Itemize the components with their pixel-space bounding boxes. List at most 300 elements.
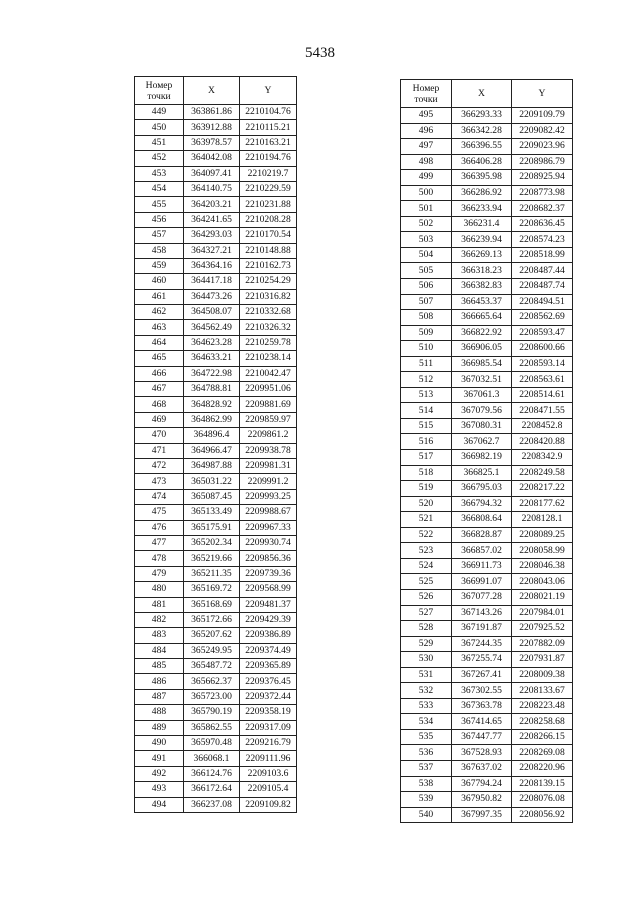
table-header-row: [401, 80, 573, 108]
x-cell: 366239.94: [452, 232, 512, 248]
coordinates-table-right: [400, 79, 573, 823]
y-cell: 2210238.14: [240, 351, 297, 366]
x-cell: 366828.87: [452, 527, 512, 543]
x-cell: 365202.34: [184, 535, 240, 550]
table-row: [135, 412, 297, 427]
y-cell: 2208269.08: [512, 745, 573, 761]
table-row: [135, 443, 297, 458]
x-cell: 365031.22: [184, 474, 240, 489]
x-cell: 365175.91: [184, 520, 240, 535]
table-row: [401, 325, 573, 341]
y-cell: 2207931.87: [512, 652, 573, 668]
point-number-cell: 526: [401, 589, 452, 605]
table-row: [135, 181, 297, 196]
table-row: [401, 279, 573, 295]
table-row: [401, 450, 573, 466]
point-number-cell: 497: [401, 139, 452, 155]
table-row: [401, 621, 573, 637]
table-row: [401, 434, 573, 450]
table-row: [401, 201, 573, 217]
table-row: [135, 766, 297, 781]
y-cell: 2208471.55: [512, 403, 573, 419]
y-cell: 2207984.01: [512, 605, 573, 621]
y-cell: 2208021.19: [512, 589, 573, 605]
y-cell: 2209082.42: [512, 123, 573, 139]
x-cell: 366342.28: [452, 123, 512, 139]
x-cell: 366991.07: [452, 574, 512, 590]
header-x: X: [452, 80, 512, 108]
x-cell: 365219.66: [184, 551, 240, 566]
table-row: [135, 397, 297, 412]
table-row: [135, 736, 297, 751]
y-cell: 2209105.4: [240, 782, 297, 797]
header-x: X: [184, 77, 240, 105]
x-cell: 364508.07: [184, 305, 240, 320]
point-number-cell: 489: [135, 720, 184, 735]
table-row: [401, 294, 573, 310]
y-cell: 2210316.82: [240, 289, 297, 304]
point-number-cell: 535: [401, 729, 452, 745]
point-number-cell: 457: [135, 228, 184, 243]
x-cell: 364327.21: [184, 243, 240, 258]
table-row: [135, 535, 297, 550]
table-row: [401, 729, 573, 745]
table-row: [401, 543, 573, 559]
point-number-cell: 456: [135, 212, 184, 227]
x-cell: 364293.03: [184, 228, 240, 243]
y-cell: 2208223.48: [512, 698, 573, 714]
x-cell: 366985.54: [452, 356, 512, 372]
table-row: [135, 751, 297, 766]
table-row: [401, 574, 573, 590]
y-cell: 2208133.67: [512, 683, 573, 699]
table-row: [135, 520, 297, 535]
y-cell: 2209991.2: [240, 474, 297, 489]
table-row: [401, 760, 573, 776]
point-number-cell: 453: [135, 166, 184, 181]
x-cell: 364862.99: [184, 412, 240, 427]
x-cell: 363912.88: [184, 120, 240, 135]
point-number-cell: 477: [135, 535, 184, 550]
point-number-cell: 512: [401, 372, 452, 388]
point-number-cell: 480: [135, 582, 184, 597]
y-cell: 2208177.62: [512, 496, 573, 512]
y-cell: 2208487.74: [512, 279, 573, 295]
point-number-cell: 491: [135, 751, 184, 766]
x-cell: 366982.19: [452, 450, 512, 466]
point-number-cell: 540: [401, 807, 452, 823]
y-cell: 2210148.88: [240, 243, 297, 258]
x-cell: 366808.64: [452, 512, 512, 528]
y-cell: 2210115.21: [240, 120, 297, 135]
x-cell: 367447.77: [452, 729, 512, 745]
y-cell: 2209861.2: [240, 428, 297, 443]
page-number: 5438: [305, 45, 335, 61]
table-row: [135, 335, 297, 350]
x-cell: 364140.75: [184, 181, 240, 196]
table-row: [401, 372, 573, 388]
point-number-cell: 494: [135, 797, 184, 812]
point-number-cell: 449: [135, 105, 184, 120]
y-cell: 2209103.6: [240, 766, 297, 781]
x-cell: 365169.72: [184, 582, 240, 597]
table-row: [135, 674, 297, 689]
y-cell: 2210170.54: [240, 228, 297, 243]
table-row: [135, 612, 297, 627]
point-number-cell: 478: [135, 551, 184, 566]
table-row: [401, 263, 573, 279]
x-cell: 364633.21: [184, 351, 240, 366]
y-cell: 2209376.45: [240, 674, 297, 689]
x-cell: 367191.87: [452, 621, 512, 637]
point-number-cell: 488: [135, 705, 184, 720]
point-number-cell: 517: [401, 450, 452, 466]
table-row: [401, 776, 573, 792]
point-number-cell: 508: [401, 310, 452, 326]
table-row: [135, 428, 297, 443]
table-row: [135, 551, 297, 566]
y-cell: 2207925.52: [512, 621, 573, 637]
point-number-cell: 454: [135, 181, 184, 196]
table-row: [401, 170, 573, 186]
point-number-cell: 464: [135, 335, 184, 350]
x-cell: 365211.35: [184, 566, 240, 581]
x-cell: 364097.41: [184, 166, 240, 181]
point-number-cell: 465: [135, 351, 184, 366]
header-point-number: [401, 80, 452, 108]
y-cell: 2208128.1: [512, 512, 573, 528]
y-cell: 2209372.44: [240, 689, 297, 704]
table-row: [401, 154, 573, 170]
y-cell: 2208258.68: [512, 714, 573, 730]
table-row: [401, 652, 573, 668]
x-cell: 365249.95: [184, 643, 240, 658]
table-row: [401, 714, 573, 730]
x-cell: 365087.45: [184, 489, 240, 504]
coordinates-table-left: [134, 76, 297, 813]
x-cell: 367997.35: [452, 807, 512, 823]
y-cell: 2209568.99: [240, 582, 297, 597]
point-number-cell: 520: [401, 496, 452, 512]
y-cell: 2209111.96: [240, 751, 297, 766]
y-cell: 2208266.15: [512, 729, 573, 745]
x-cell: 367414.65: [452, 714, 512, 730]
x-cell: 364241.65: [184, 212, 240, 227]
table-row: [135, 351, 297, 366]
y-cell: 2208682.37: [512, 201, 573, 217]
point-number-cell: 498: [401, 154, 452, 170]
x-cell: 365172.66: [184, 612, 240, 627]
table-row: [401, 465, 573, 481]
x-cell: 367302.55: [452, 683, 512, 699]
point-number-cell: 471: [135, 443, 184, 458]
point-number-cell: 483: [135, 628, 184, 643]
y-cell: 2210259.78: [240, 335, 297, 350]
x-cell: 366794.32: [452, 496, 512, 512]
x-cell: 366906.05: [452, 341, 512, 357]
table-row: [135, 120, 297, 135]
x-cell: 366172.64: [184, 782, 240, 797]
x-cell: 365862.55: [184, 720, 240, 735]
point-number-cell: 528: [401, 621, 452, 637]
point-number-cell: 455: [135, 197, 184, 212]
point-number-cell: 530: [401, 652, 452, 668]
table-row: [135, 243, 297, 258]
point-number-cell: 460: [135, 274, 184, 289]
point-number-cell: 513: [401, 387, 452, 403]
point-number-cell: 501: [401, 201, 452, 217]
x-cell: 366231.4: [452, 216, 512, 232]
point-number-cell: 473: [135, 474, 184, 489]
point-number-cell: 506: [401, 279, 452, 295]
y-cell: 2208986.79: [512, 154, 573, 170]
point-number-cell: 499: [401, 170, 452, 186]
point-number-cell: 452: [135, 151, 184, 166]
y-cell: 2208058.99: [512, 543, 573, 559]
table-row: [135, 659, 297, 674]
point-number-cell: 495: [401, 108, 452, 124]
y-cell: 2210194.76: [240, 151, 297, 166]
table-row: [135, 151, 297, 166]
table-row: [135, 320, 297, 335]
table-row: [135, 720, 297, 735]
point-number-cell: 458: [135, 243, 184, 258]
table-row: [135, 289, 297, 304]
point-number-cell: 486: [135, 674, 184, 689]
header-y: Y: [512, 80, 573, 108]
table-row: [401, 247, 573, 263]
table-row: [401, 807, 573, 823]
table-row: [401, 496, 573, 512]
point-number-cell: 532: [401, 683, 452, 699]
x-cell: 366395.98: [452, 170, 512, 186]
x-cell: 364203.21: [184, 197, 240, 212]
y-cell: 2208342.9: [512, 450, 573, 466]
x-cell: 367363.78: [452, 698, 512, 714]
table-row: [135, 782, 297, 797]
y-cell: 2208925.94: [512, 170, 573, 186]
point-number-cell: 524: [401, 558, 452, 574]
x-cell: 367255.74: [452, 652, 512, 668]
x-cell: 365168.69: [184, 597, 240, 612]
y-cell: 2208574.23: [512, 232, 573, 248]
x-cell: 366822.92: [452, 325, 512, 341]
point-number-cell: 511: [401, 356, 452, 372]
x-cell: 367062.7: [452, 434, 512, 450]
x-cell: 363861.86: [184, 105, 240, 120]
y-cell: 2208076.08: [512, 792, 573, 808]
y-cell: 2209856.36: [240, 551, 297, 566]
x-cell: 364966.47: [184, 443, 240, 458]
point-number-cell: 539: [401, 792, 452, 808]
y-cell: 2210163.21: [240, 135, 297, 150]
point-number-cell: 479: [135, 566, 184, 581]
point-number-cell: 485: [135, 659, 184, 674]
y-cell: 2209109.82: [240, 797, 297, 812]
point-number-cell: 484: [135, 643, 184, 658]
point-number-cell: 482: [135, 612, 184, 627]
table-row: [401, 667, 573, 683]
x-cell: 367794.24: [452, 776, 512, 792]
point-number-cell: 534: [401, 714, 452, 730]
point-number-cell: 481: [135, 597, 184, 612]
point-number-cell: 522: [401, 527, 452, 543]
y-cell: 2209938.78: [240, 443, 297, 458]
x-cell: 363978.57: [184, 135, 240, 150]
point-number-cell: 492: [135, 766, 184, 781]
x-cell: 364562.49: [184, 320, 240, 335]
table-row: [135, 366, 297, 381]
y-cell: 2209023.96: [512, 139, 573, 155]
x-cell: 366382.83: [452, 279, 512, 295]
x-cell: 366795.03: [452, 481, 512, 497]
table-row: [135, 305, 297, 320]
point-number-cell: 516: [401, 434, 452, 450]
table-row: [401, 558, 573, 574]
point-number-cell: 503: [401, 232, 452, 248]
table-row: [135, 212, 297, 227]
point-number-cell: 469: [135, 412, 184, 427]
x-cell: 367080.31: [452, 418, 512, 434]
point-number-cell: 502: [401, 216, 452, 232]
y-cell: 2208563.61: [512, 372, 573, 388]
y-cell: 2208636.45: [512, 216, 573, 232]
header-num-line1: Номер: [412, 82, 440, 94]
y-cell: 2208249.58: [512, 465, 573, 481]
point-number-cell: 463: [135, 320, 184, 335]
point-number-cell: 529: [401, 636, 452, 652]
point-number-cell: 531: [401, 667, 452, 683]
y-cell: 2207882.09: [512, 636, 573, 652]
table-row: [135, 135, 297, 150]
y-cell: 2209429.39: [240, 612, 297, 627]
table-row: [135, 705, 297, 720]
y-cell: 2210326.32: [240, 320, 297, 335]
x-cell: 367079.56: [452, 403, 512, 419]
x-cell: 365662.37: [184, 674, 240, 689]
table-row: [401, 356, 573, 372]
x-cell: 364473.26: [184, 289, 240, 304]
point-number-cell: 490: [135, 736, 184, 751]
table-row: [401, 123, 573, 139]
y-cell: 2208220.96: [512, 760, 573, 776]
y-cell: 2208043.06: [512, 574, 573, 590]
y-cell: 2209981.31: [240, 458, 297, 473]
x-cell: 367032.51: [452, 372, 512, 388]
x-cell: 364987.88: [184, 458, 240, 473]
table-row: [135, 274, 297, 289]
x-cell: 365723.00: [184, 689, 240, 704]
point-number-cell: 523: [401, 543, 452, 559]
table-row: [135, 105, 297, 120]
x-cell: 366453.37: [452, 294, 512, 310]
y-cell: 2210254.29: [240, 274, 297, 289]
point-number-cell: 474: [135, 489, 184, 504]
y-cell: 2208773.98: [512, 185, 573, 201]
table-row: [401, 589, 573, 605]
x-cell: 365487.72: [184, 659, 240, 674]
point-number-cell: 487: [135, 689, 184, 704]
y-cell: 2210104.76: [240, 105, 297, 120]
y-cell: 2208600.66: [512, 341, 573, 357]
table-row: [401, 341, 573, 357]
y-cell: 2210219.7: [240, 166, 297, 181]
y-cell: 2209739.36: [240, 566, 297, 581]
y-cell: 2209358.19: [240, 705, 297, 720]
y-cell: 2210162.73: [240, 258, 297, 273]
point-number-cell: 493: [135, 782, 184, 797]
table-row: [135, 597, 297, 612]
x-cell: 366124.76: [184, 766, 240, 781]
header-y: Y: [240, 77, 297, 105]
y-cell: 2208494.51: [512, 294, 573, 310]
point-number-cell: 510: [401, 341, 452, 357]
y-cell: 2209481.37: [240, 597, 297, 612]
table-row: [135, 689, 297, 704]
header-num-line2: точки: [147, 90, 171, 102]
x-cell: 367077.28: [452, 589, 512, 605]
x-cell: 366286.92: [452, 185, 512, 201]
header-point-number: [135, 77, 184, 105]
point-number-cell: 509: [401, 325, 452, 341]
table-row: [135, 258, 297, 273]
table-row: [401, 605, 573, 621]
y-cell: 2208046.38: [512, 558, 573, 574]
point-number-cell: 500: [401, 185, 452, 201]
table-row: [401, 527, 573, 543]
y-cell: 2209988.67: [240, 505, 297, 520]
y-cell: 2208056.92: [512, 807, 573, 823]
x-cell: 364364.16: [184, 258, 240, 273]
point-number-cell: 537: [401, 760, 452, 776]
point-number-cell: 470: [135, 428, 184, 443]
y-cell: 2210332.68: [240, 305, 297, 320]
table-row: [135, 505, 297, 520]
point-number-cell: 459: [135, 258, 184, 273]
y-cell: 2208217.22: [512, 481, 573, 497]
x-cell: 365970.48: [184, 736, 240, 751]
y-cell: 2210208.28: [240, 212, 297, 227]
table-row: [401, 216, 573, 232]
table-row: [135, 458, 297, 473]
x-cell: 364722.98: [184, 366, 240, 381]
y-cell: 2210231.88: [240, 197, 297, 212]
point-number-cell: 451: [135, 135, 184, 150]
y-cell: 2209930.74: [240, 535, 297, 550]
point-number-cell: 525: [401, 574, 452, 590]
y-cell: 2209859.97: [240, 412, 297, 427]
point-number-cell: 467: [135, 382, 184, 397]
y-cell: 2209881.69: [240, 397, 297, 412]
table-row: [401, 139, 573, 155]
y-cell: 2209993.25: [240, 489, 297, 504]
x-cell: 366068.1: [184, 751, 240, 766]
table-row: [401, 108, 573, 124]
table-row: [401, 310, 573, 326]
table-row: [135, 474, 297, 489]
x-cell: 364896.4: [184, 428, 240, 443]
point-number-cell: 461: [135, 289, 184, 304]
y-cell: 2208420.88: [512, 434, 573, 450]
table-row: [401, 636, 573, 652]
point-number-cell: 466: [135, 366, 184, 381]
x-cell: 364623.28: [184, 335, 240, 350]
x-cell: 367143.26: [452, 605, 512, 621]
table-row: [135, 228, 297, 243]
y-cell: 2209317.09: [240, 720, 297, 735]
point-number-cell: 518: [401, 465, 452, 481]
point-number-cell: 496: [401, 123, 452, 139]
